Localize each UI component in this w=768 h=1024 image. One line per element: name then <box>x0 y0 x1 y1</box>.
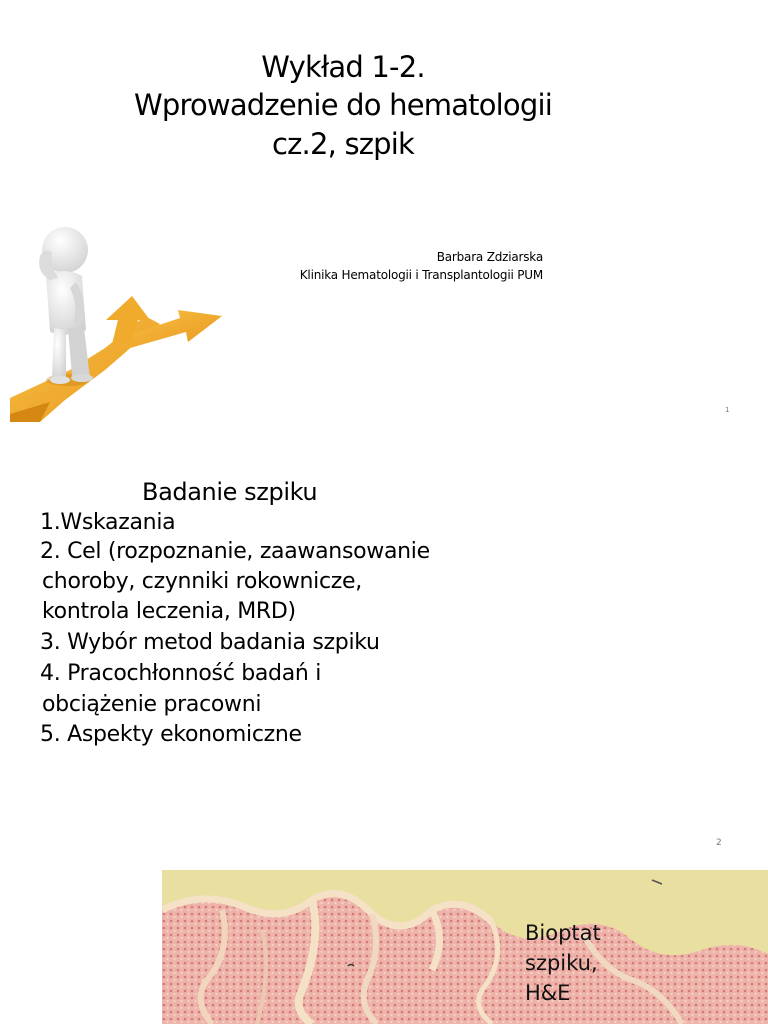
slide-1 <box>0 0 768 432</box>
crossroads-figure-illustration <box>10 220 226 422</box>
list-item: 3. Wybór metod badania szpiku <box>40 630 380 655</box>
thinking-figure-icon <box>39 227 93 386</box>
list-item-continuation: kontrola leczenia, MRD) <box>42 599 296 624</box>
page-number: 1 <box>725 406 730 414</box>
list-item: 4. Pracochłonność badań i <box>40 661 322 686</box>
caption-line: Bioptat <box>525 921 601 945</box>
page-number: 2 <box>716 838 722 848</box>
list-item-continuation: obciążenie pracowni <box>42 692 262 717</box>
slide-2 <box>0 432 768 870</box>
image-caption <box>525 918 601 1008</box>
slide-3 <box>0 870 768 1024</box>
caption-line: szpiku, <box>525 951 598 975</box>
list-item-continuation: choroby, czynniki rokownicze, <box>42 569 362 594</box>
list-item: 5. Aspekty ekonomiczne <box>40 722 302 747</box>
slide-title-line-1: Wykład 1-2. <box>261 50 425 84</box>
caption-line: H&E <box>525 981 571 1005</box>
slide-title-line-2: Wprowadzenie do hematologii <box>133 88 553 122</box>
slide-heading: Badanie szpiku <box>142 478 318 506</box>
author-name: Barbara Zdziarska <box>436 250 543 264</box>
author-affiliation: Klinika Hematologii i Transplantologii PUM <box>299 268 543 282</box>
list-item: 2. Cel (rozpoznanie, zaawansowanie <box>40 539 430 564</box>
slide-title-line-3: cz.2, szpik <box>271 127 415 161</box>
list-item: 1.Wskazania <box>40 510 176 535</box>
bone-marrow-biopsy-micrograph <box>162 870 768 1024</box>
